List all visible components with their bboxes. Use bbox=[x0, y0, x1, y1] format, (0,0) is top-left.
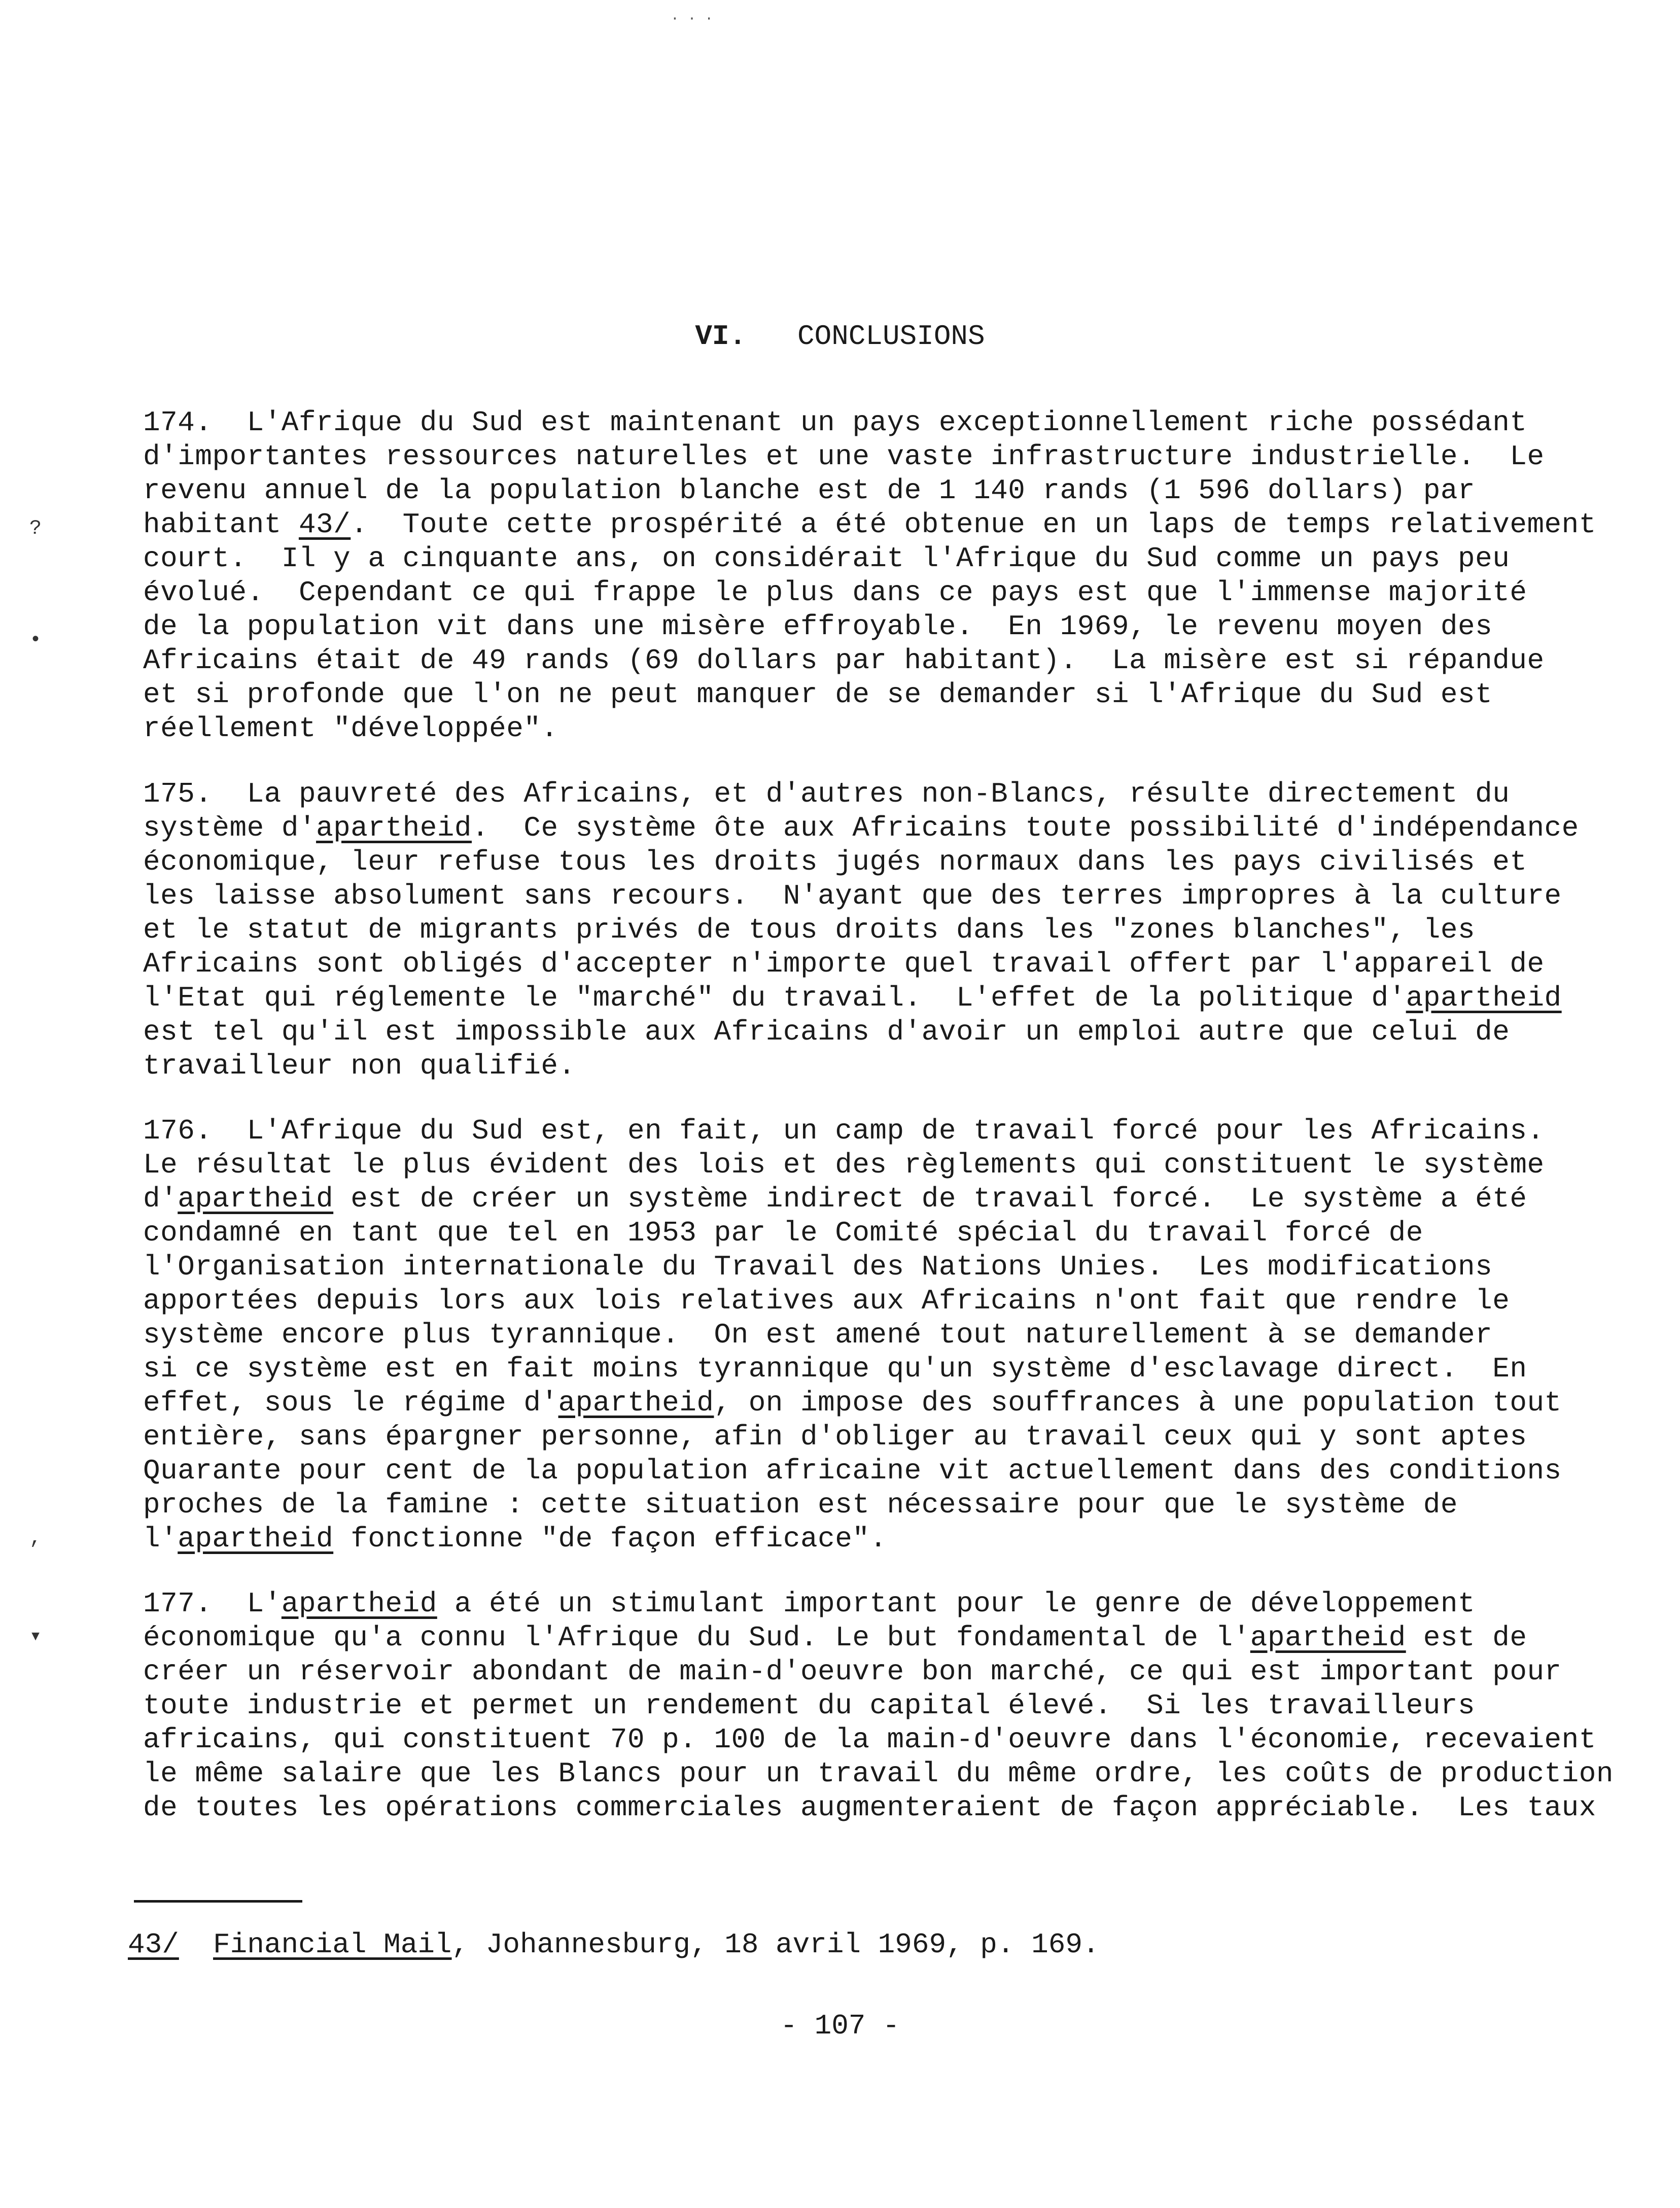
paragraph-175 bbox=[143, 777, 1594, 1083]
footnote-divider bbox=[134, 1900, 302, 1903]
text-line: évolué. Cependant ce qui frappe le plus dans ce pays est que l'immense majorité bbox=[143, 576, 1527, 609]
underlined-term: apartheid bbox=[1406, 982, 1562, 1014]
text-line: l'Organisation internationale du Travail des Nations Unies. Les modifications bbox=[143, 1251, 1493, 1283]
text-line: si ce système est en fait moins tyrannique qu'un système d'esclavage direct. En bbox=[143, 1353, 1527, 1385]
text-line: est tel qu'il est impossible aux Africains d'avoir un emploi autre que celui de bbox=[143, 1016, 1510, 1048]
text-line: de la population vit dans une misère effroyable. En 1969, le revenu moyen des bbox=[143, 610, 1493, 643]
text-line: 175. La pauvreté des Africains, et d'autres non-Blancs, résulte directement du bbox=[143, 778, 1510, 810]
text-line: d'importantes ressources naturelles et une vaste infrastructure industrielle. Le bbox=[143, 440, 1545, 473]
text-line: toute industrie et permet un rendement du capital élevé. Si les travailleurs bbox=[143, 1689, 1476, 1722]
text-line: système encore plus tyrannique. On est amené tout naturellement à se demander bbox=[143, 1319, 1493, 1351]
text-line: 174. L'Afrique du Sud est maintenant un pays exceptionnellement riche possédant bbox=[143, 406, 1527, 439]
section-number: VI. bbox=[695, 320, 747, 353]
text-line: Le résultat le plus évident des lois et des règlements qui constituent le système bbox=[143, 1149, 1545, 1181]
underlined-term: apartheid bbox=[178, 1523, 334, 1555]
text-line: de toutes les opérations commerciales augmenteraient de façon appréciable. Les taux bbox=[143, 1791, 1596, 1824]
text-line: africains, qui constituent 70 p. 100 de la main-d'oeuvre dans l'économie, recevaient bbox=[143, 1723, 1596, 1756]
text-line: Quarante pour cent de la population africaine vit actuellement dans des conditions bbox=[143, 1455, 1562, 1487]
underlined-term: apartheid bbox=[281, 1588, 437, 1620]
underlined-term: apartheid bbox=[558, 1387, 714, 1419]
text-line: économique, leur refuse tous les droits jugés normaux dans les pays civilisés et bbox=[143, 846, 1527, 878]
underlined-term: apartheid bbox=[178, 1183, 334, 1215]
margin-mark: , bbox=[29, 1527, 42, 1550]
margin-mark: • bbox=[29, 629, 42, 652]
footnote-source: Financial Mail bbox=[213, 1928, 452, 1961]
footnote-marker: 43/ bbox=[128, 1928, 179, 1961]
text-line: entière, sans épargner personne, afin d'obliger au travail ceux qui y sont aptes bbox=[143, 1421, 1527, 1453]
text-line: Africains sont obligés d'accepter n'importe quel travail offert par l'appareil de bbox=[143, 948, 1545, 980]
footnote-reference: 43/ bbox=[298, 508, 351, 541]
text-line: et le statut de migrants privés de tous droits dans les "zones blanches", les bbox=[143, 914, 1476, 946]
text-line: 177. L'apartheid a été un stimulant important pour le genre de développement bbox=[143, 1588, 1476, 1620]
section-heading bbox=[0, 320, 1680, 354]
section-title: CONCLUSIONS bbox=[797, 320, 985, 353]
text-line: et si profonde que l'on ne peut manquer de se demander si l'Afrique du Sud est bbox=[143, 678, 1493, 711]
text-line: les laisse absolument sans recours. N'ayant que des terres impropres à la culture bbox=[143, 880, 1562, 912]
footnote bbox=[128, 1928, 1100, 1962]
text-line: le même salaire que les Blancs pour un travail du même ordre, les coûts de production bbox=[143, 1757, 1614, 1790]
text-line: effet, sous le régime d'apartheid, on impose des souffrances à une population tout bbox=[143, 1387, 1562, 1419]
paragraph-177 bbox=[143, 1587, 1614, 1825]
paragraph-174 bbox=[143, 406, 1594, 746]
text-line: système d'apartheid. Ce système ôte aux Africains toute possibilité d'indépendance bbox=[143, 812, 1579, 844]
text-line: d'apartheid est de créer un système indirect de travail forcé. Le système a été bbox=[143, 1183, 1527, 1215]
text-line: créer un réservoir abondant de main-d'oeuvre bon marché, ce qui est important pour bbox=[143, 1655, 1562, 1688]
text-line: économique qu'a connu l'Afrique du Sud. Le but fondamental de l'apartheid est de bbox=[143, 1622, 1527, 1654]
text-line: l'Etat qui réglemente le "marché" du travail. L'effet de la politique d'apartheid bbox=[143, 982, 1562, 1014]
text-line: Africains était de 49 rands (69 dollars par habitant). La misère est si répandue bbox=[143, 644, 1545, 677]
text-line: apportées depuis lors aux lois relatives aux Africains n'ont fait que rendre le bbox=[143, 1285, 1510, 1317]
text-line: travailleur non qualifié. bbox=[143, 1050, 576, 1082]
text-line: réellement "développée". bbox=[143, 712, 558, 745]
underlined-term: apartheid bbox=[316, 812, 472, 844]
margin-mark: ? bbox=[29, 518, 42, 540]
text-line: court. Il y a cinquante ans, on considérait l'Afrique du Sud comme un pays peu bbox=[143, 542, 1510, 575]
text-line: l'apartheid fonctionne "de façon efficace". bbox=[143, 1523, 887, 1555]
text-line: proches de la famine : cette situation est nécessaire pour que le système de bbox=[143, 1489, 1458, 1521]
text-line: revenu annuel de la population blanche est de 1 140 rands (1 596 dollars) par bbox=[143, 474, 1476, 507]
page-number: - 107 - bbox=[780, 2010, 900, 2042]
text-line: 176. L'Afrique du Sud est, en fait, un camp de travail forcé pour les Africains. bbox=[143, 1115, 1545, 1147]
text-line: habitant 43/. Toute cette prospérité a été obtenue en un laps de temps relativement bbox=[143, 508, 1596, 541]
margin-mark: ▾ bbox=[29, 1626, 42, 1648]
paragraph-176 bbox=[143, 1114, 1594, 1556]
scan-artifact-mark: · · · bbox=[671, 11, 714, 27]
text-line: condamné en tant que tel en 1953 par le Comité spécial du travail forcé de bbox=[143, 1217, 1423, 1249]
footnote-text: , Johannesburg, 18 avril 1969, p. 169. bbox=[451, 1928, 1100, 1961]
underlined-term: apartheid bbox=[1250, 1622, 1406, 1654]
